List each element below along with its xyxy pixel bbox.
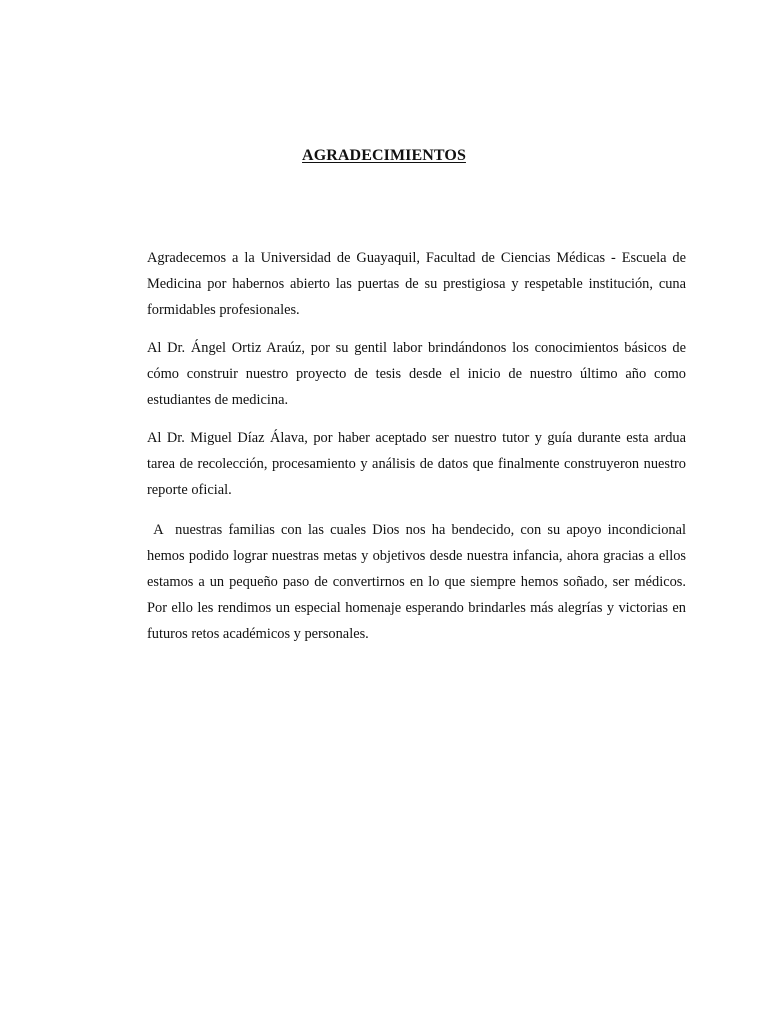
paragraph-families: A nuestras familias con las cuales Dios nos ha bendecido, con su apoyo incondicional hemos podido lograr nuestras metas y objetivos desde nuestra infancia, ahora gracias a ellos estamos a un pequeño paso de convertirnos en lo que siempre hemos soñado, ser médicos. Por ello les rendimos un especial homenaje esperando brindarles más alegrías y victorias en futuros retos académicos y personales.	[147, 522, 690, 642]
paragraph-dr-ortiz: Al Dr. Ángel Ortiz Araúz, por su gentil labor brindándonos los conocimientos básicos de cómo construir nuestro proyecto de tesis desde el inicio de nuestro último año como estudiantes de medicina.	[147, 340, 686, 408]
page-title-text: AGRADECIMIENTOS	[302, 147, 466, 164]
paragraph-dr-diaz: Al Dr. Miguel Díaz Álava, por haber aceptado ser nuestro tutor y guía durante esta ardua tarea de recolección, procesamiento y análisis de datos que finalmente construyeron nuestro reporte oficial.	[147, 430, 686, 498]
paragraph-university: Agradecemos a la Universidad de Guayaquil, Facultad de Ciencias Médicas - Escuela de Medicina por habernos abierto las puertas de su prestigiosa y respetable institución, cuna formidables profesionales.	[147, 250, 686, 318]
page-title	[0, 146, 768, 166]
body-text	[147, 245, 690, 647]
